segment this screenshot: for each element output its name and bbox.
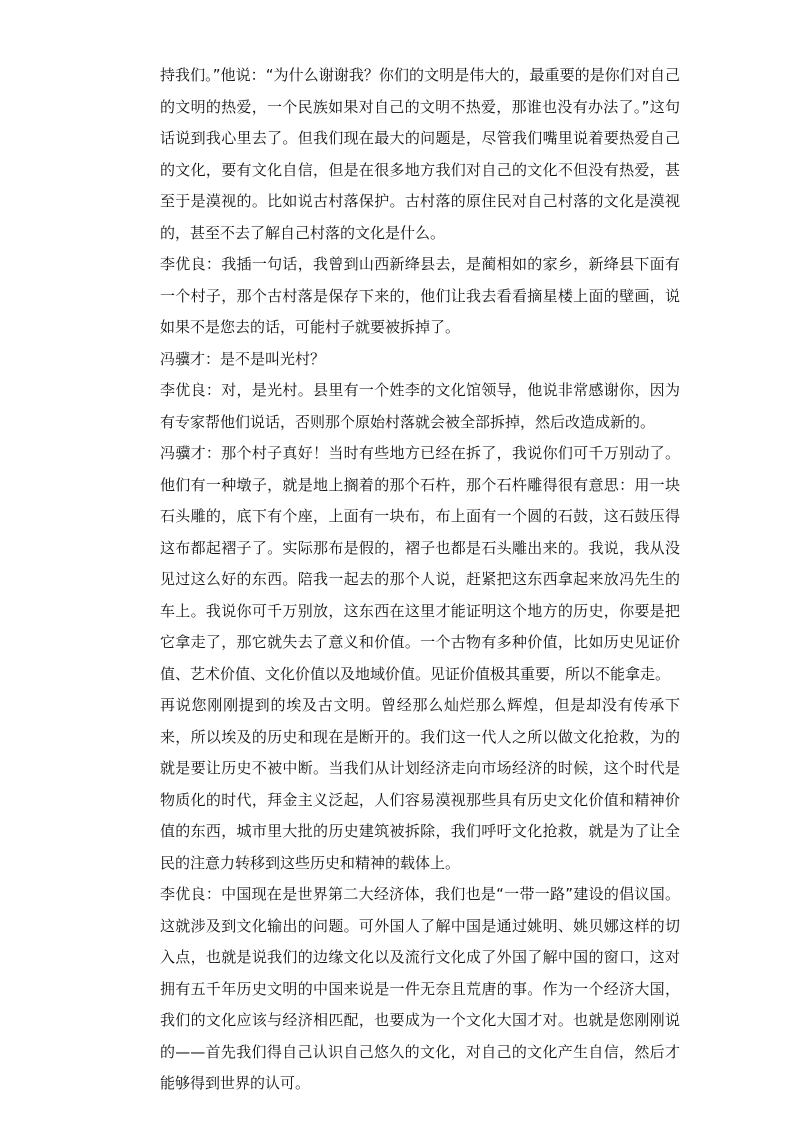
paragraph-li-cultural-export: 李优良：中国现在是世界第二大经济体，我们也是“一带一路”建设的倡议国。这就涉及到文化输出的问题。可外国人了解中国是通过姚明、姚贝娜这样的切入点，也就是说我们的边缘文化以及流行文化成了外国了解中国的窗口，这对拥有五千年历史文明的中国来说是一件无奈且荒唐的事。作为一个经济大国，我们的文化应该与经济相匹配，也要成为一个文化大国才对。也就是您刚刚说的——首先我们得自己认识自己悠久的文化，对自己的文化产生自信，然后才能够得到世界的认可。 [160,885,680,1092]
paragraph-li-guang-village: 李优良：对，是光村。县里有一个姓李的文化馆领导，他说非常感谢你，因为有专家帮他们说话，否则那个原始村落就会被全部拆掉，然后改造成新的。 [160,381,680,431]
paragraph-feng-stone-pestle: 冯骥才：那个村子真好！当时有些地方已经在拆了，我说你们可千万别动了。他们有一种墩子，就是地上搁着的那个石杵，那个石杵雕得很有意思：用一块石头雕的，底下有个座，上面有一块布，布上面有一个圆的石鼓，这石鼓压得这布都起褶子了。实际那布是假的，褶子也都是石头雕出来的。我说，我从没见过这么好的东西。陪我一起去的那个人说，赶紧把这东西拿起来放冯先生的车上。我说你可千万别放，这东西在这里才能证明这个地方的历史，你要是把它拿走了，那它就失去了意义和价值。一个古物有多种价值，比如历史见证价值、艺术价值、文化价值以及地域价值。见证价值极其重要，所以不能拿走。 [160,444,680,683]
paragraph-feng-egypt-civilization: 再说您刚刚提到的埃及古文明。曾经那么灿烂那么辉煌，但是却没有传承下来，所以埃及的历史和现在是断开的。我们这一代人之所以做文化抢救，为的就是要让历史不被中断。当我们从计划经济走向市场经济的时候，这个时代是物质化的时代，拜金主义泛起，人们容易漠视那些具有历史文化价值和精神价值的东西，城市里大批的历史建筑被拆除，我们呼吁文化抢救，就是为了让全民的注意力转移到这些历史和精神的载体上。 [160,696,680,872]
paragraph-feng-guang-village: 冯骥才：是不是叫光村？ [160,349,326,368]
paragraph-feng-quote-continued: 持我们。”他说：“为什么谢谢我？你们的文明是伟大的，最重要的是你们对自己的文明的热爱，一个民族如果对自己的文明不热爱，那谁也没有办法了。”这句话说到我心里去了。但我们现在最大的问题是，尽管我们嘴里说着要热爱自己的文化，要有文化自信，但是在很多地方我们对自己的文化不但没有热爱，甚至于是漠视的。比如说古村落保护。古村落的原住民对自己村落的文化是漠视的，甚至不去了解自己村落的文化是什么。 [160,66,680,242]
document-body [160,60,680,1100]
paragraph-li-xinjiang-county: 李优良：我插一句话，我曾到山西新绛县去，是蔺相如的家乡，新绛县下面有一个村子，那个古村落是保存下来的，他们让我去看看摘星楼上面的壁画，说如果不是您去的话，可能村子就要被拆掉了。 [160,255,680,336]
